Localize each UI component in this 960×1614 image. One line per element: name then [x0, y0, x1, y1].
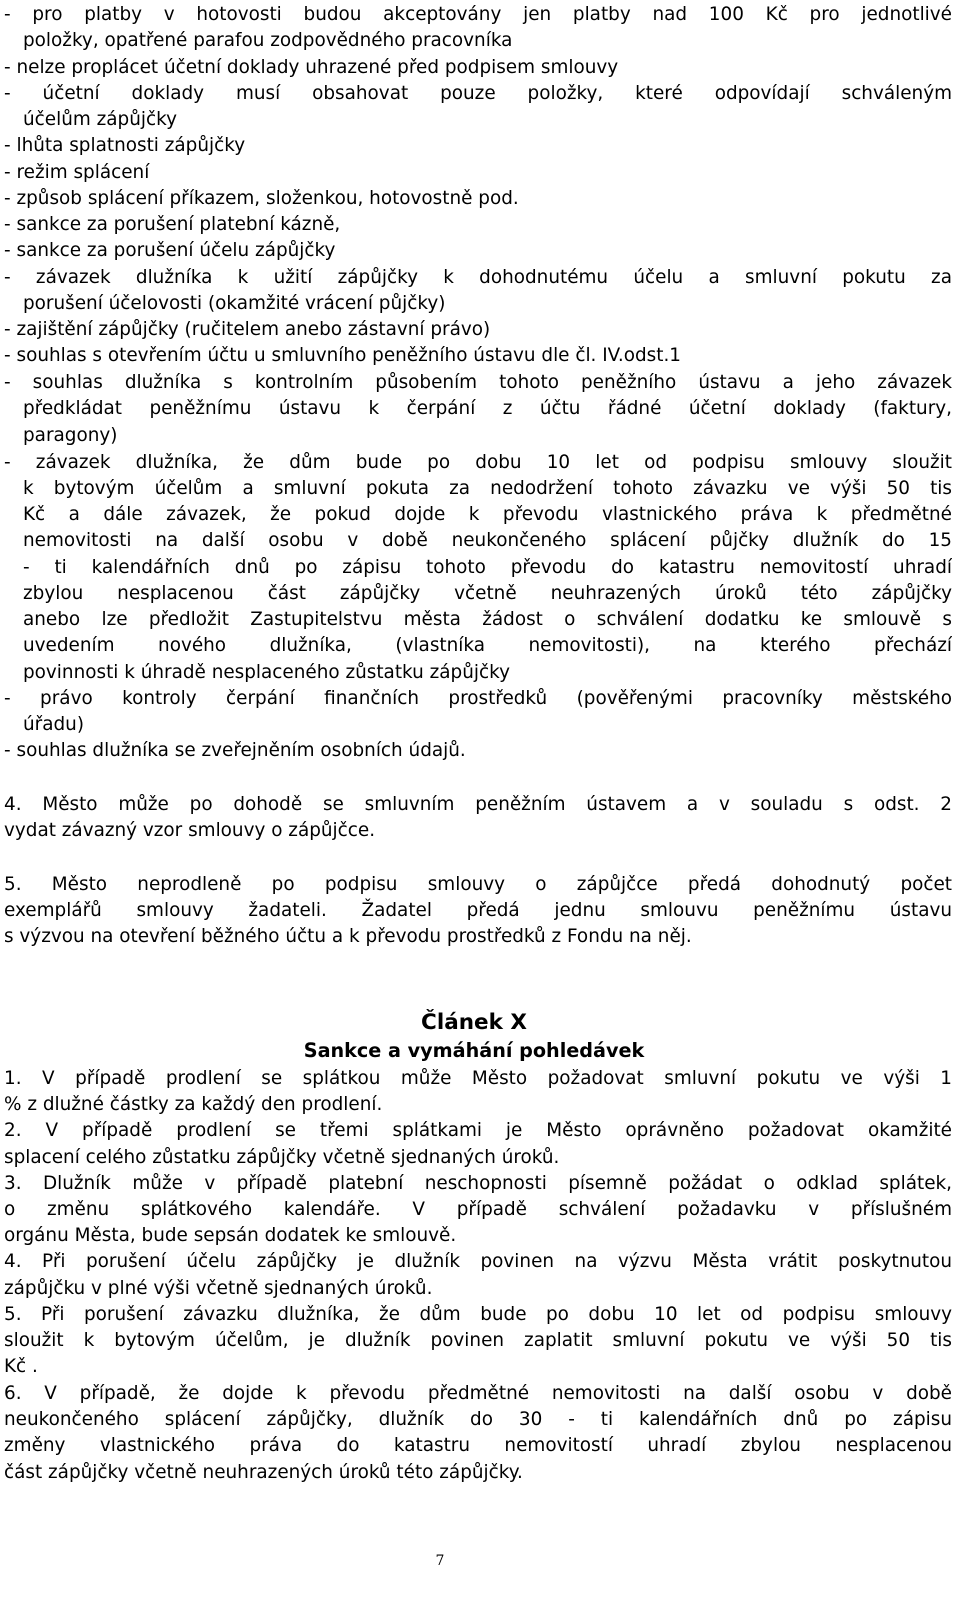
text-line: - sankce za porušení platební kázně, [4, 214, 341, 235]
text-line: - souhlas s otevřením účtu u smluvního peněžního ústavu dle čl. IV.odst.1 [4, 345, 681, 366]
text-line: anebo lze předložit Zastupitelstvu města žádost o schválení dodatku ke smlouvě s [23, 609, 952, 630]
text-line: 5. Při porušení závazku dlužníka, že dům bude po dobu 10 let od podpisu smlouvy [4, 1304, 952, 1325]
text-line: - účetní doklady musí obsahovat pouze položky, které odpovídají schváleným [4, 83, 952, 104]
text-line: zbylou nesplacenou část zápůjčky včetně neuhrazených úroků této zápůjčky [23, 583, 952, 604]
text-line: - režim splácení [4, 162, 150, 183]
text-line: 2. V případě prodlení se třemi splátkami je Město oprávněno požadovat okamžité [4, 1120, 952, 1141]
text-line: 1. V případě prodlení se splátkou může Město požadovat smluvní pokutu ve výši 1 [4, 1068, 952, 1089]
text-line: část zápůjčky včetně neuhrazených úroků této zápůjčky. [4, 1462, 523, 1483]
text-line: změny vlastnického práva do katastru nemovitostí uhradí zbylou nesplacenou [4, 1435, 952, 1456]
text-line: - způsob splácení příkazem, složenkou, hotovostně pod. [4, 188, 519, 209]
text-line: k bytovým účelům a smluvní pokuta za nedodržení tohoto závazku ve výši 50 tis [23, 478, 952, 499]
text-line: - zajištění zápůjčky (ručitelem anebo zástavní právo) [4, 319, 491, 340]
text-line: - právo kontroly čerpání finančních prostředků (pověřenými pracovníky městského [4, 688, 952, 709]
text-line: - lhůta splatnosti zápůjčky [4, 135, 246, 156]
text-line: 4. Při porušení účelu zápůjčky je dlužník povinen na výzvu Města vrátit poskytnutou [4, 1251, 952, 1272]
text-line: nemovitosti na další osobu v době neukončeného splácení půjčky dlužník do 15 [23, 530, 952, 551]
text-line: vydat závazný vzor smlouvy o zápůjčce. [4, 820, 376, 841]
text-line: porušení účelovosti (okamžité vrácení půjčky) [23, 293, 446, 314]
text-line: sloužit k bytovým účelům, je dlužník povinen zaplatit smluvní pokutu ve výši 50 tis [4, 1330, 952, 1351]
text-line: účelům zápůjčky [23, 109, 177, 130]
text-line: - nelze proplácet účetní doklady uhrazené před podpisem smlouvy [4, 57, 619, 78]
text-line: - ti kalendářních dnů po zápisu tohoto převodu do katastru nemovitostí uhradí [23, 557, 952, 578]
text-line: zápůjčku v plné výši včetně sjednaných úroků. [4, 1278, 433, 1299]
text-line: s výzvou na otevření běžného účtu a k převodu prostředků z Fondu na něj. [4, 926, 692, 947]
text-line: splacení celého zůstatku zápůjčky včetně sjednaných úroků. [4, 1147, 560, 1168]
text-line: předkládat peněžnímu ústavu k čerpání z účtu řádné účetní doklady (faktury, [23, 398, 952, 419]
text-line: - souhlas dlužníka s kontrolním působením tohoto peněžního ústavu a jeho závazek [4, 372, 952, 393]
text-line: o změnu splátkového kalendáře. V případě schválení požadavku v příslušném [4, 1199, 952, 1220]
text-line: 3. Dlužník může v případě platební neschopnosti písemně požádat o odklad splátek, [4, 1173, 952, 1194]
text-line: povinnosti k úhradě nesplaceného zůstatku zápůjčky [23, 662, 510, 683]
text-line: úřadu) [23, 714, 84, 735]
text-line: 4. Město může po dohodě se smluvním peněžním ústavem a v souladu s odst. 2 [4, 794, 952, 815]
article-title: Článek X [421, 1010, 527, 1035]
text-line: % z dlužné částky za každý den prodlení. [4, 1094, 383, 1115]
text-line: - souhlas dlužníka se zveřejněním osobních údajů. [4, 740, 466, 761]
page-number: 7 [435, 1553, 445, 1569]
text-line: orgánu Města, bude sepsán dodatek ke smlouvě. [4, 1225, 457, 1246]
text-line: položky, opatřené parafou zodpovědného pracovníka [23, 30, 513, 51]
text-line: - závazek dlužníka k užití zápůjčky k dohodnutému účelu a smluvní pokutu za [4, 267, 952, 288]
text-line: 5. Město neprodleně po podpisu smlouvy o zápůjčce předá dohodnutý počet [4, 874, 952, 895]
article-subtitle: Sankce a vymáhání pohledávek [303, 1039, 645, 1062]
text-line: - sankce za porušení účelu zápůjčky [4, 240, 336, 261]
text-line: Kč a dále závazek, že pokud dojde k převodu vlastnického práva k předmětné [23, 504, 952, 525]
text-line: 6. V případě, že dojde k převodu předmětné nemovitosti na další osobu v době [4, 1383, 952, 1404]
text-line: uvedením nového dlužníka, (vlastníka nemovitosti), na kterého přechází [23, 635, 952, 656]
text-line: neukončeného splácení zápůjčky, dlužník do 30 - ti kalendářních dnů po zápisu [4, 1409, 952, 1430]
text-line: exemplářů smlouvy žadateli. Žadatel předá jednu smlouvu peněžnímu ústavu [4, 900, 952, 921]
text-line: paragony) [23, 425, 118, 446]
text-line: - závazek dlužníka, že dům bude po dobu 10 let od podpisu smlouvy sloužit [4, 452, 952, 473]
text-line: Kč . [4, 1356, 38, 1377]
text-line: - pro platby v hotovosti budou akceptovány jen platby nad 100 Kč pro jednotlivé [4, 4, 952, 25]
